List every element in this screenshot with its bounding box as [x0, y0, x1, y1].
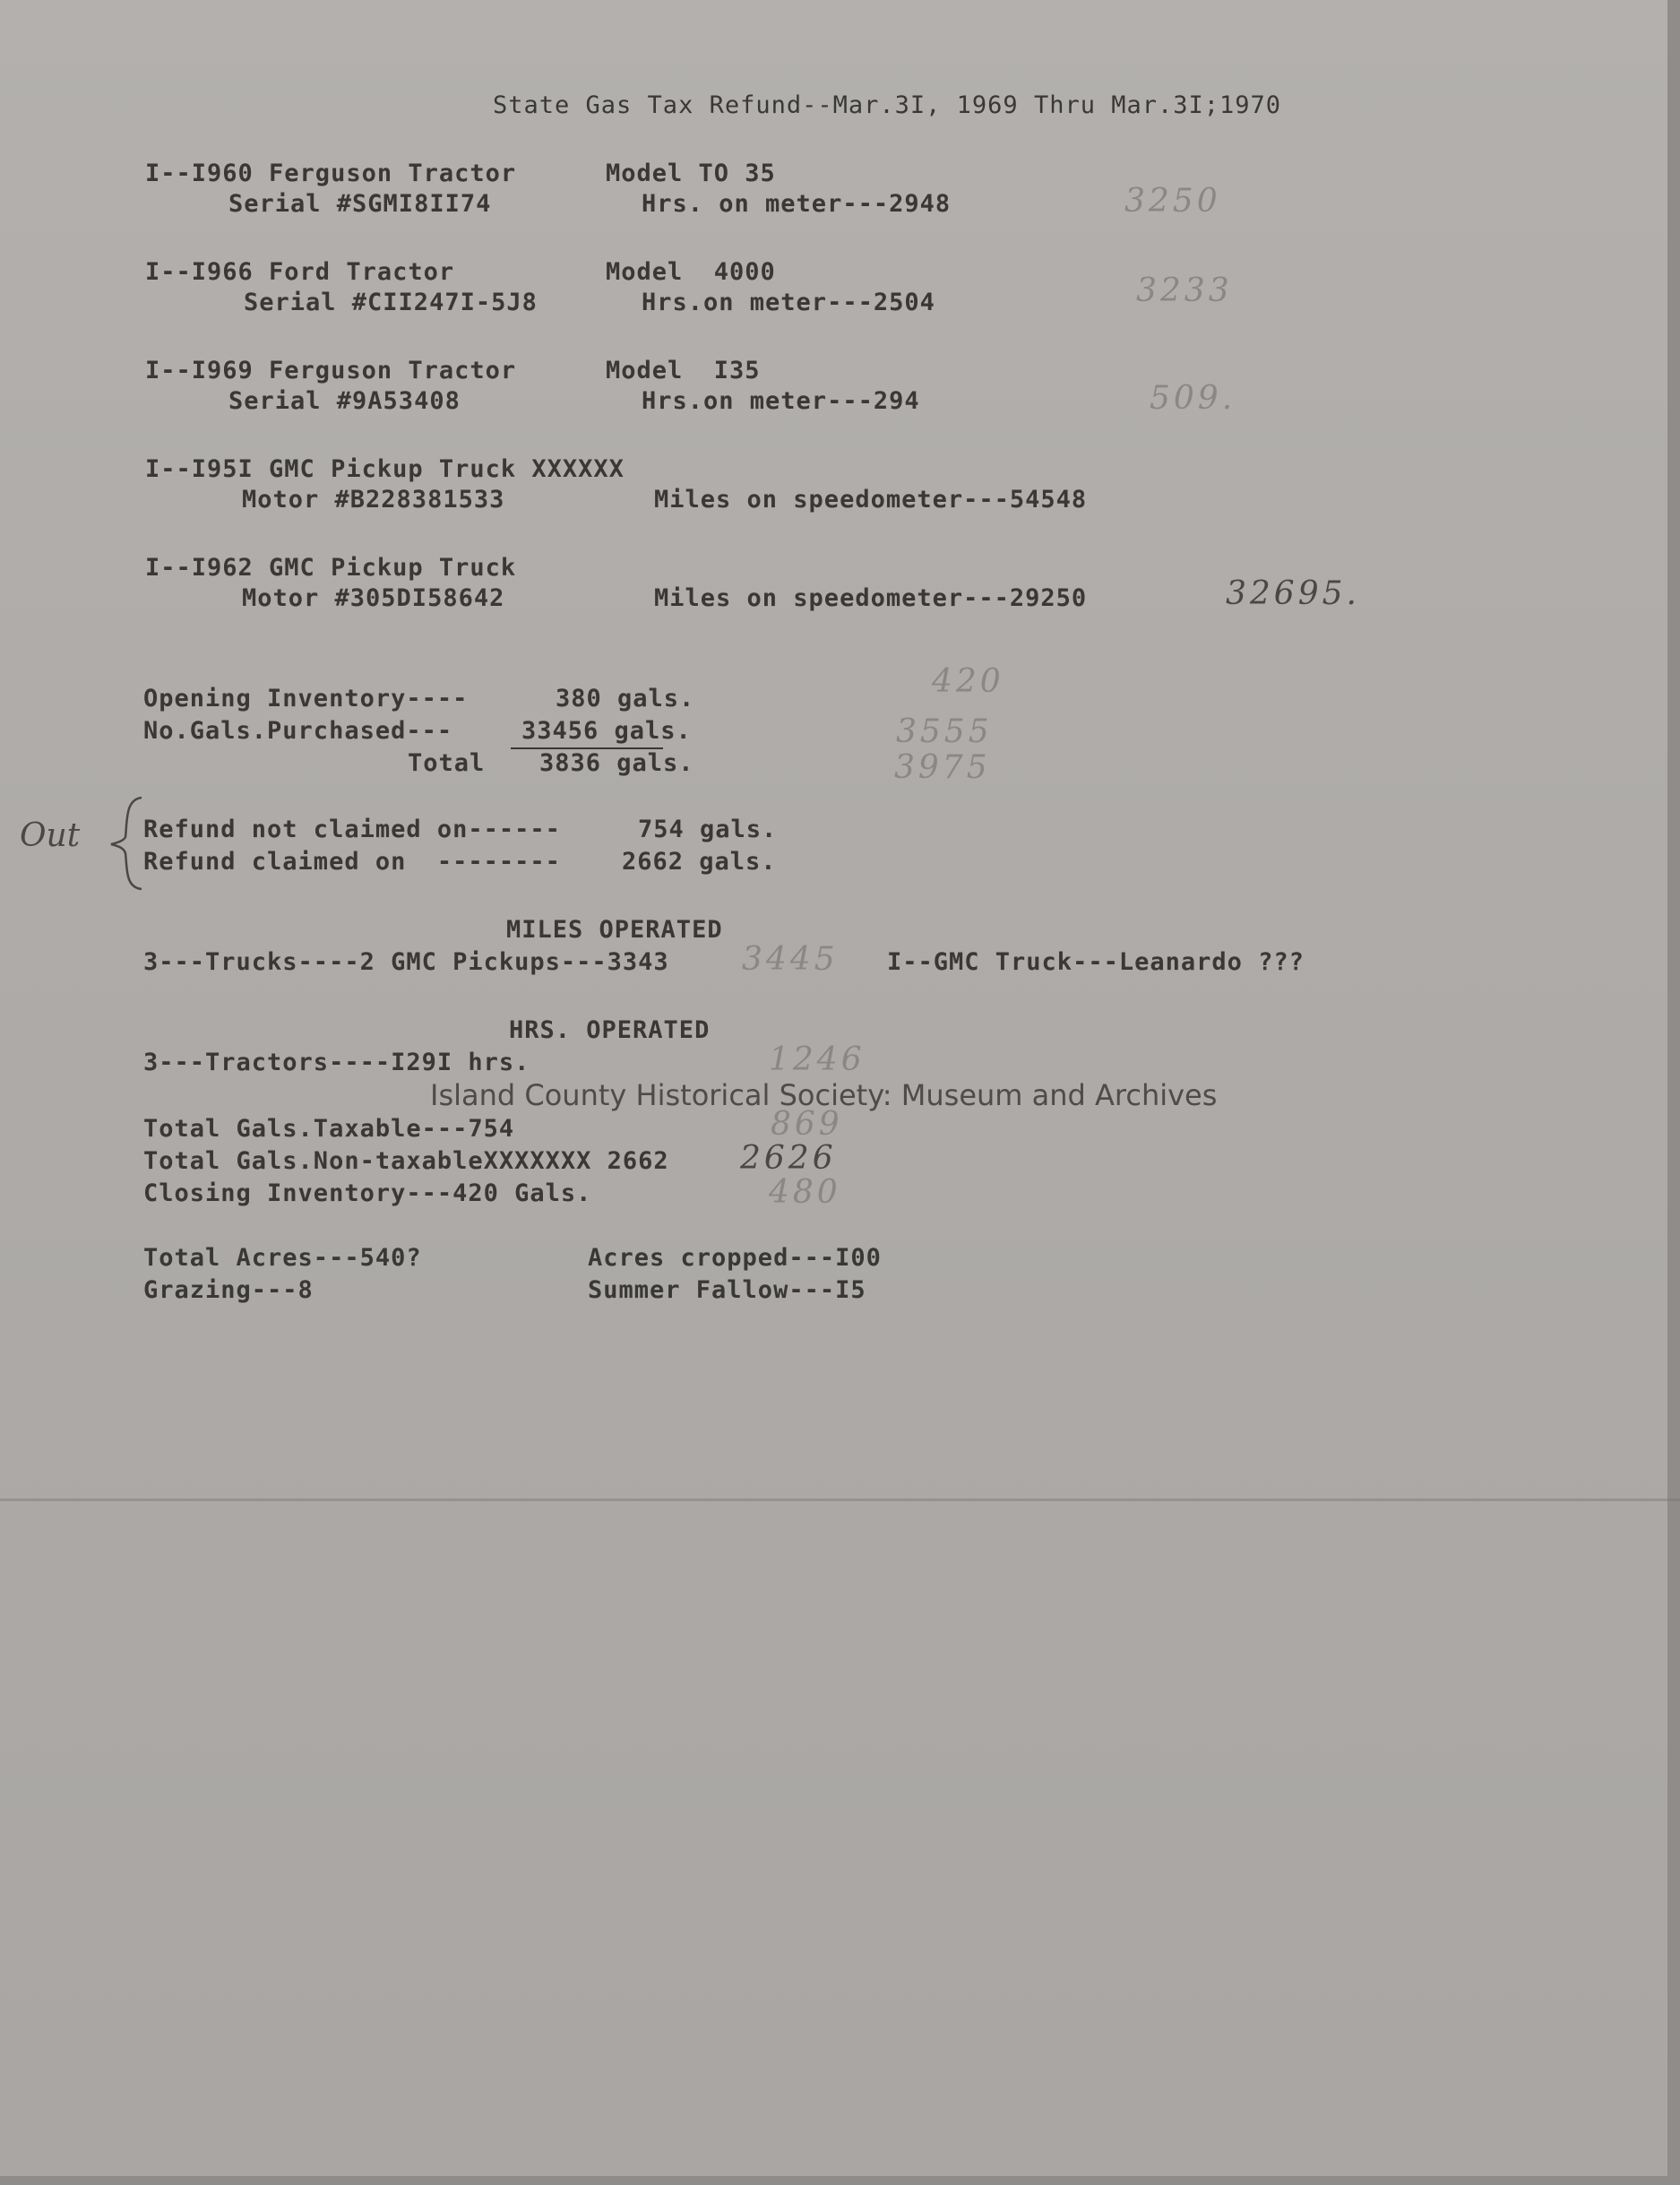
vehicle-2-model: Model 4000	[606, 258, 776, 286]
purchased-note: 3555	[896, 713, 993, 750]
vehicle-5-handwritten-note: 32695.	[1226, 575, 1360, 612]
fold-line	[0, 1498, 1680, 1501]
opening-inventory-label: Opening Inventory----	[143, 685, 469, 712]
miles-trucks-line: 3---Trucks----2 GMC Pickups---3343	[143, 948, 669, 976]
vehicle-4-meter: Miles on speedometer---54548	[654, 486, 1088, 514]
total-non-taxable: Total Gals.Non-taxableXXXXXXX 2662	[143, 1147, 669, 1175]
total-label: Total	[408, 749, 486, 777]
vehicle-1-meter: Hrs. on meter---2948	[642, 190, 952, 218]
refund-claimed-value: 2662 gals.	[622, 848, 777, 876]
vehicle-3-line1: I--I969 Ferguson Tractor	[145, 357, 517, 384]
watermark: Island County Historical Society: Museum and Archives	[430, 1078, 1218, 1112]
page-edge	[1667, 0, 1680, 2185]
purchased-label: No.Gals.Purchased---	[143, 717, 453, 745]
vehicle-5-motor: Motor #305DI58642	[242, 584, 505, 612]
opening-inventory-note: 420	[932, 663, 1004, 700]
vehicle-1-handwritten-note: 3250	[1124, 183, 1221, 220]
brace-mark	[106, 794, 151, 893]
miles-extra-note: I--GMC Truck---Leanardo ???	[887, 948, 1305, 976]
vehicle-5-meter: Miles on speedometer---29250	[654, 584, 1088, 612]
vehicle-1-serial: Serial #SGMI8II74	[228, 190, 492, 218]
closing-note: 480	[769, 1174, 841, 1211]
summer-fallow: Summer Fallow---I5	[588, 1276, 866, 1304]
hours-tractors-line: 3---Tractors----I29I hrs.	[143, 1049, 530, 1076]
miles-handwritten-note: 3445	[742, 941, 839, 978]
hours-handwritten-note: 1246	[769, 1041, 866, 1078]
hours-heading: HRS. OPERATED	[509, 1016, 711, 1044]
closing-inventory: Closing Inventory---420 Gals.	[143, 1179, 592, 1207]
refund-claimed-label: Refund claimed on --------	[143, 848, 561, 876]
opening-inventory-value: 380 gals.	[556, 685, 695, 712]
vehicle-3-serial: Serial #9A53408	[228, 387, 461, 415]
taxable-note: 869	[771, 1106, 843, 1143]
purchased-value: 33456 gals.	[521, 717, 692, 745]
refund-not-claimed-value: 754 gals.	[638, 816, 778, 843]
document-title: State Gas Tax Refund--Mar.3I, 1969 Thru Mar.3I;1970	[493, 91, 1282, 119]
miles-heading: MILES OPERATED	[506, 916, 723, 944]
vehicle-5-line1: I--I962 GMC Pickup Truck	[145, 554, 517, 582]
vehicle-2-handwritten-note: 3233	[1136, 272, 1233, 309]
vehicle-1-model: Model TO 35	[606, 160, 776, 187]
vehicle-2-line1: I--I966 Ford Tractor	[145, 258, 455, 286]
vehicle-4-line1: I--I95I GMC Pickup Truck XXXXXX	[145, 455, 625, 483]
grazing: Grazing---8	[143, 1276, 314, 1304]
acres-cropped: Acres cropped---I00	[588, 1244, 882, 1272]
vehicle-3-meter: Hrs.on meter---294	[642, 387, 920, 415]
vehicle-3-model: Model I35	[606, 357, 761, 384]
non-taxable-note: 2626	[740, 1140, 837, 1177]
page-edge-bottom	[0, 2176, 1680, 2185]
vehicle-4-motor: Motor #B228381533	[242, 486, 505, 514]
vehicle-3-handwritten-note: 509.	[1150, 380, 1236, 417]
vehicle-1-line1: I--I960 Ferguson Tractor	[145, 160, 517, 187]
out-handwritten-note: Out	[20, 817, 81, 854]
total-acres: Total Acres---540?	[143, 1244, 422, 1272]
total-note: 3975	[894, 749, 991, 786]
total-taxable: Total Gals.Taxable---754	[143, 1115, 515, 1143]
vehicle-2-meter: Hrs.on meter---2504	[642, 289, 935, 316]
vehicle-2-serial: Serial #CII247I-5J8	[244, 289, 538, 316]
refund-not-claimed-label: Refund not claimed on------	[143, 816, 561, 843]
total-value: 3836 gals.	[539, 749, 694, 777]
